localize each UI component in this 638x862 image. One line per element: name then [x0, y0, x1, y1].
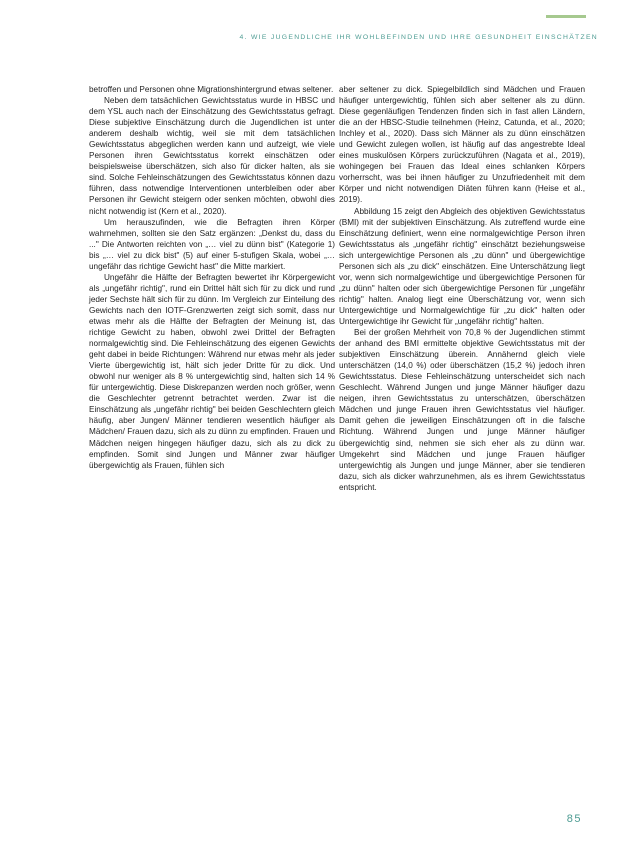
- paragraph: Ungefähr die Hälfte der Befragten bewertet ihr Körpergewicht als „ungefähr richtig", rund ein Drittel hält sich für zu dick und rund jeder Sechste hält sich für zu dünn. Im Vergleich zur Einteilung des Gewichts nach den IOTF-Grenzwerten zeigt sich somit, dass nur etwas mehr als die Hälfte der Befragten der Meinung ist, das richtige Gewicht zu haben, obwohl zwei Drittel der Befragten normalgewichtig sind. Die Fehleinschätzung des eigenen Gewichts geht dabei in beide Richtungen: Während nur etwas mehr als jeder Vierte übergewichtig ist, hält sich jeder Dritte für zu dick. Und obwohl nur weniger als 8 % untergewichtig sind, halten sich 14 % für untergewichtig. Diese Diskrepanzen werden noch größer, wenn die Geschlechter getrennt betrachtet werden. Zwar ist die Einschätzung als „ungefähr richtig" bei beiden Geschlechtern gleich häufig, aber Jungen/ Männer tendieren wesentlich häufiger als Mädchen/ Frauen dazu, sich als zu dünn zu empfinden. Frauen und Mädchen neigen hingegen häufiger dazu, sich als zu dick zu empfinden. Somit sind Jungen und Männer zwar häufiger übergewichtig als Frauen, fühlen sich: [89, 272, 335, 470]
- page-number: 85: [566, 813, 582, 825]
- paragraph: Abbildung 15 zeigt den Abgleich des objektiven Gewichtsstatus (BMI) mit der subjektiven Einschätzung. Als zutreffend wurde eine Einschätzung definiert, wenn eine normalgewichtige Person ihren Gewichtsstatus als „ungefähr richtig" einschätzt beziehungsweise sich untergewichtige Personen als „zu dünn" und übergewichtige Personen sich als „zu dick" einschätzen. Eine Unterschätzung liegt vor, wenn sich normalgewichtige und übergewichtige Personen für „zu dünn" halten oder sich übergewichtige Personen für „ungefähr richtig" halten. Analog liegt eine Überschätzung vor, wenn sich Untergewichtige und Normalgewichtige für „zu dick" halten oder Untergewichtige ihr Gewicht für „ungefähr richtig" halten.: [339, 206, 585, 326]
- left-text-column: [89, 84, 335, 471]
- paragraph: betroffen und Personen ohne Migrationshintergrund etwas seltener.: [89, 85, 334, 94]
- paragraph: aber seltener zu dick. Spiegelbildlich sind Mädchen und Frauen häufiger untergewichtig, fühlen sich aber seltener als zu dünn. Diese gegenläufigen Tendenzen finden sich in fast allen Ländern, die an der HBSC-Studie teilnehmen (Heinz, Catunda, et al., 2020; Inchley et al., 2020). Dass sich Männer als zu dünn einschätzen und Gewicht zulegen wollen, ist häufig auf das angestrebte Ideal eines muskulösen Körpers zurückzuführen (Nagata et al., 2019), wohingegen bei Frauen das Ideal eines schlanken Körpers vorherrscht, was bei ihnen häufiger zu Unzufriedenheit mit dem Körper und nicht notwendigen Diäten führen kann (Heise et al., 2019).: [339, 85, 585, 205]
- paragraph: Bei der großen Mehrheit von 70,8 % der Jugendlichen stimmt der anhand des BMI ermittelte objektive Gewichtsstatus mit der subjektiven Einschätzung überein. Annähernd gleich viele unterschätzen (14,0 %) oder überschätzen (15,2 %) jedoch ihren Gewichtsstatus. Diese Fehleinschätzung unterscheidet sich nach Geschlecht. Während Jungen und junge Männer häufiger dazu neigen, ihren Gewichtsstatus zu unterschätzen, überschätzen Mädchen und junge Frauen ihren Gewichtsstatus viel häufiger. Damit gehen die jeweiligen Einschätzungen oft in die falsche Richtung. Während Jungen und junge Männer häufiger übergewichtig sind, nehmen sie sich eher als zu dünn war. Umgekehrt sind Mädchen und junge Frauen häufiger untergewichtig als Jungen und junge Männer, aber sie tendieren dazu, sich als dicker wahrzunehmen, als es ihrem Gewichtsstatus entspricht.: [339, 328, 585, 492]
- right-text-column: [339, 84, 585, 493]
- running-header: 4. WIE JUGENDLICHE IHR WOHLBEFINDEN UND IHRE GESUNDHEIT EINSCHÄTZEN: [239, 34, 598, 41]
- paragraph: Neben dem tatsächlichen Gewichtsstatus wurde in HBSC und dem YSL auch nach der Einschätzung des Gewichtsstatus gefragt. Diese subjektive Einschätzung durch die Jugendlichen ist unter anderem deshalb wichtig, weil sie mit dem tatsächlichen Gewichtsstatus abgeglichen werden kann und aufzeigt, wie viele Personen ihren Gewichtsstatus korrekt einschätzen oder beispielsweise überschätzen, sich also für dicker halten, als sie sind. Solche Fehleinschätzungen des Gewichtsstatus können dazu führen, dass notwendige Interventionen unterbleiben oder aber Personen ihr Gewicht steigern oder senken möchten, obwohl dies nicht notwendig ist (Kern et al., 2020).: [89, 96, 335, 216]
- header-accent-bar: [546, 15, 586, 18]
- paragraph: Um herauszufinden, wie die Befragten ihren Körper wahrnehmen, sollten sie den Satz ergänzen: „Denkst du, dass du ..." Die Antworten reichten von „… viel zu dünn bist" (Kategorie 1) bis „… viel zu dick bist" (5) auf einer 5-stufigen Skala, wobei „… ungefähr das richtige Gewicht hast" die Mitte markiert.: [89, 217, 335, 271]
